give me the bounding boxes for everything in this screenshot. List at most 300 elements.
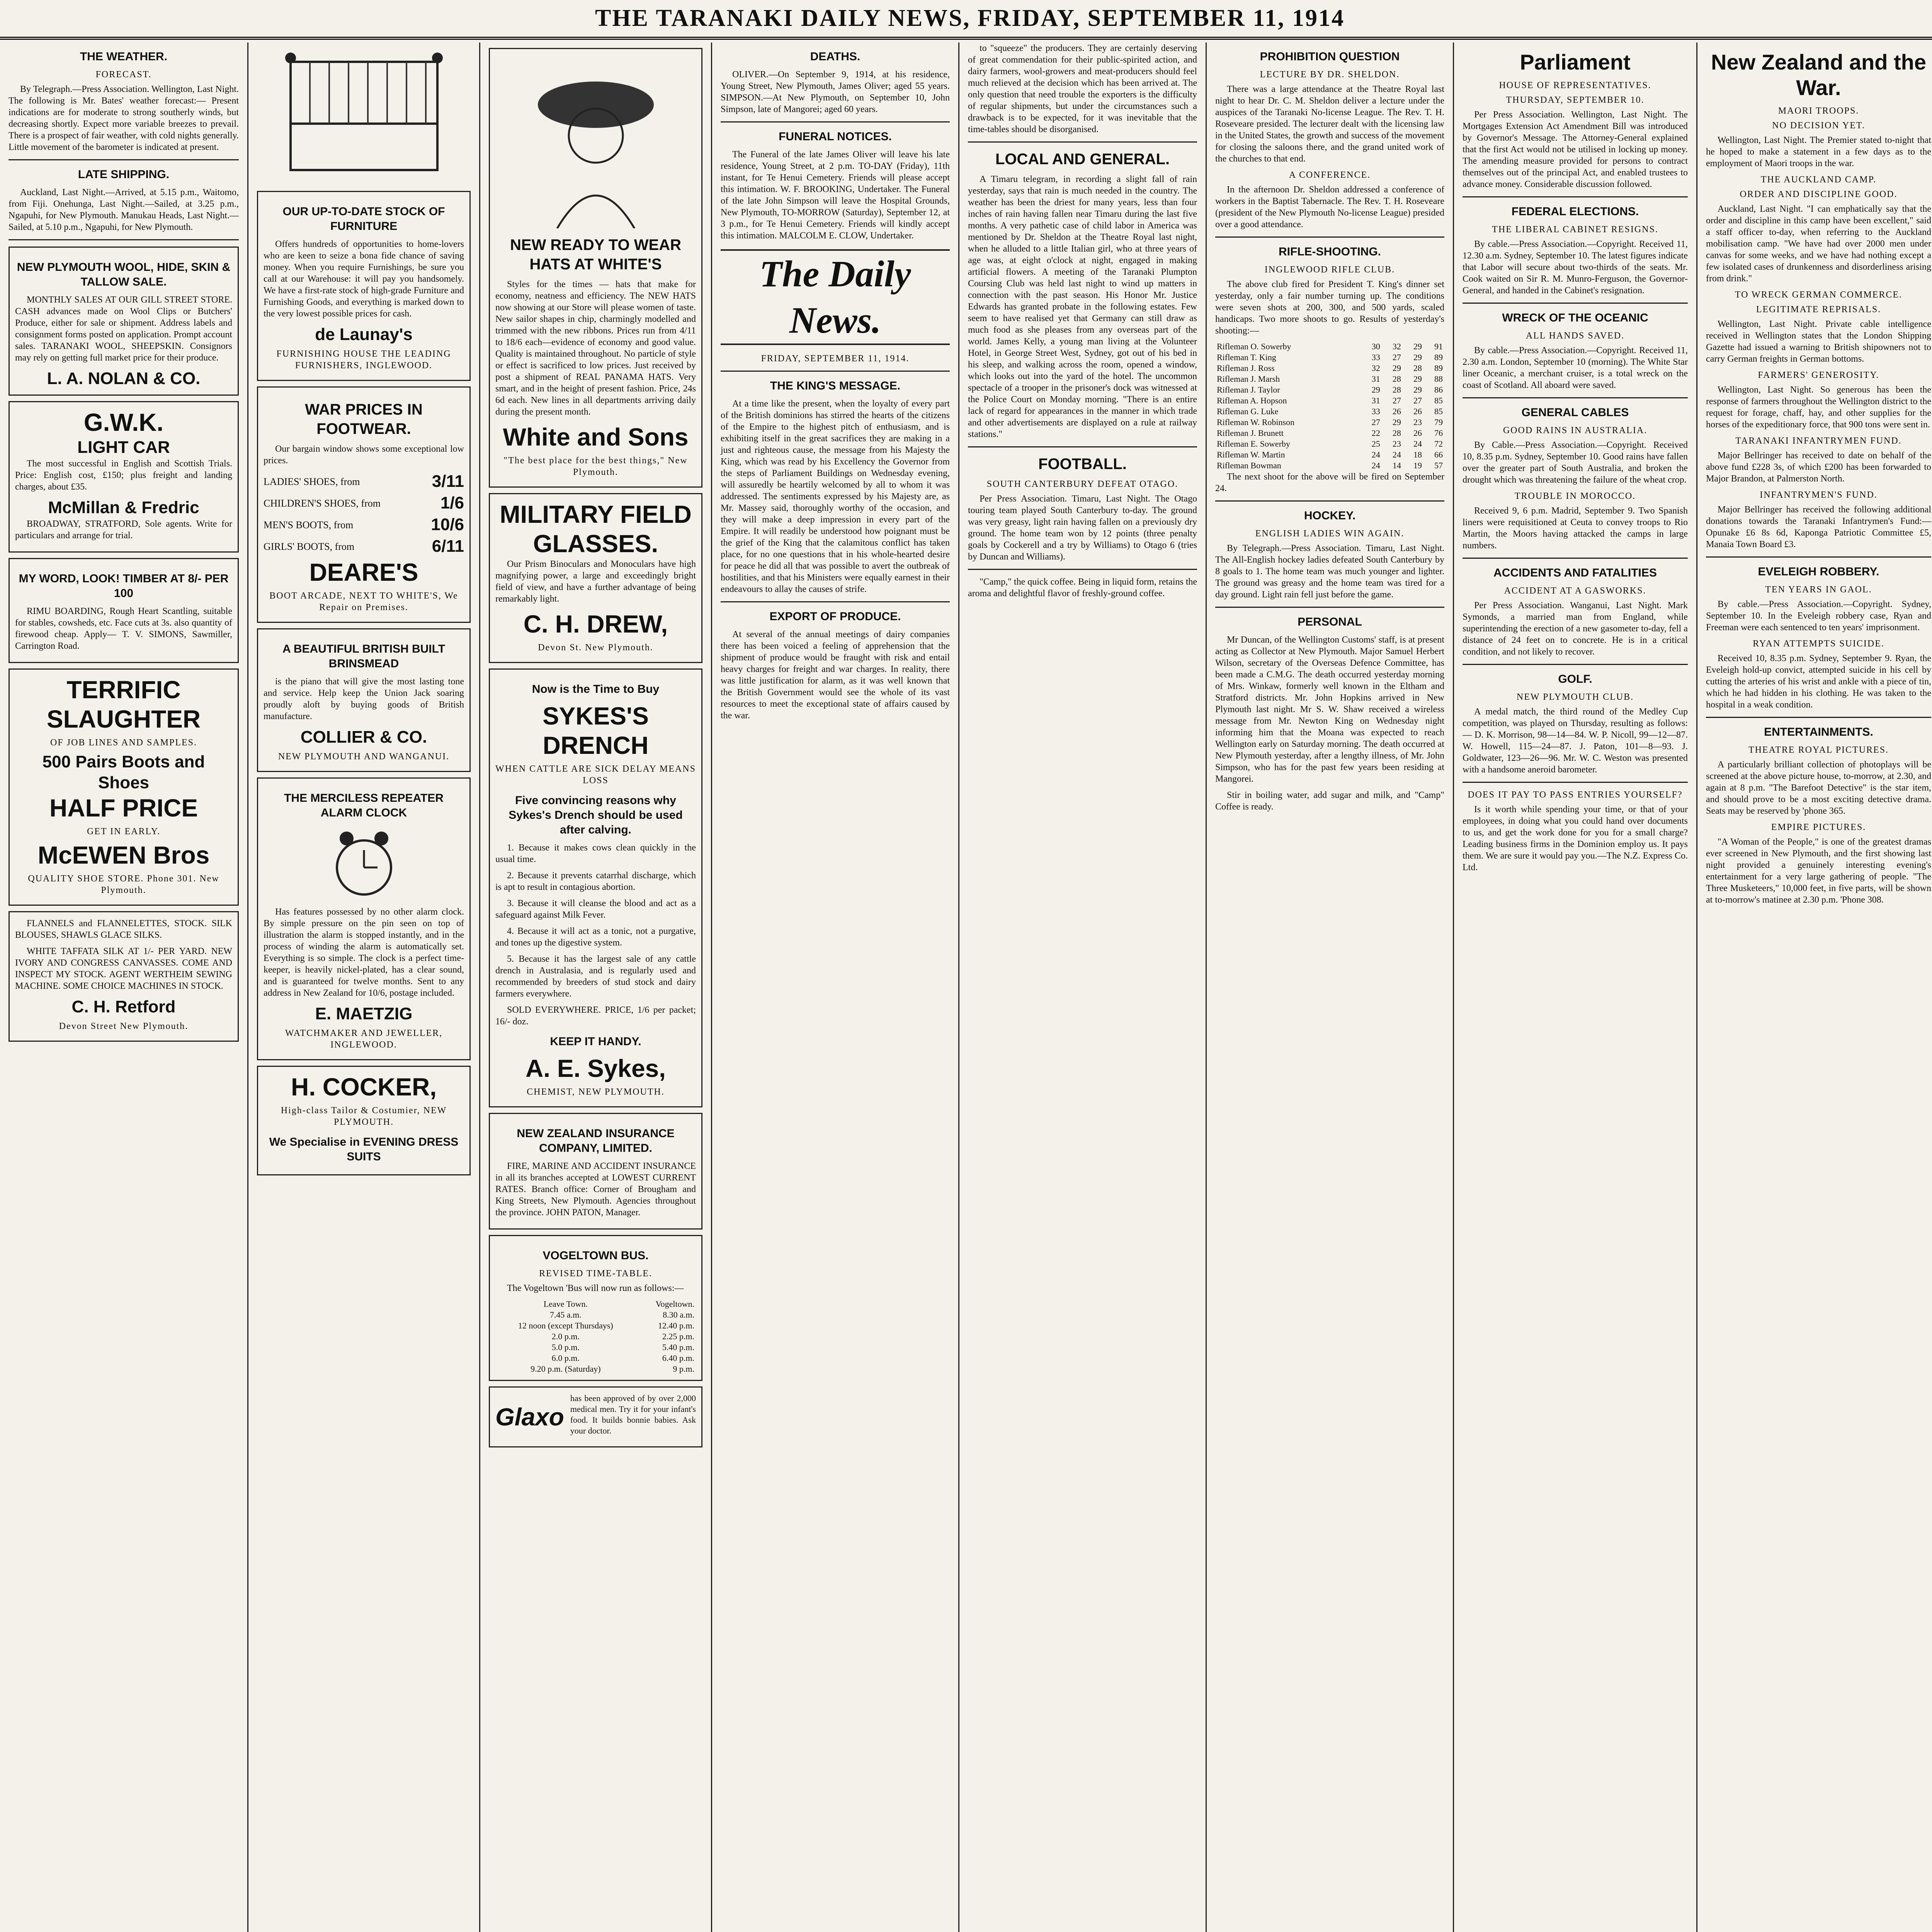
bus-vogel: 9 p.m. xyxy=(673,1364,694,1374)
football-sub: SOUTH CANTERBURY DEFEAT OTAGO. xyxy=(986,479,1179,489)
german-body: Wellington, Last Night. Private cable intelligence received in Wellington states that the London Shipping Gazette had issued a warning to British shipowners not to carry German freights in German bottoms. xyxy=(1706,319,1931,364)
taffeta-text: WHITE TAFFATA SILK AT 1/- PER YARD. NEW IVORY AND CONGRESS CANVASSES. COME AND INSPECT MY STOCK. AGENT WERTHEIM SEWING MACHINE. SOME CHOICE MACHINES IN STOCK. xyxy=(15,946,232,991)
bus-vogel: 12.40 p.m. xyxy=(658,1321,694,1330)
prohibition-heading: PROHIBITION QUESTION xyxy=(1260,50,1400,63)
furniture-advert xyxy=(257,191,471,381)
cocker-sub: High-class Tailor & Costumier, NEW PLYMOUTH. xyxy=(281,1105,447,1127)
prohibition-sub: LECTURE BY DR. SHELDON. xyxy=(1260,70,1400,80)
hats-body: Styles for the times — hats that make for economy, neatness and efficiency. The NEW HATS now showing at our Store will please women of taste. New sailor shapes in chip, charmingly modelled and trimmed with the new ribbons. Prices run from 4/11 to 18/6 each—evidence of economy and good value. Quality is maintained throughout. No particle of style or effect is sacrificed to low prices. Just received by post a shipment of REAL PANAMA HATS. Very smart, and in the height of present fashion. Price, 24s 6d each. New lines in all departments arriving daily during the present month. xyxy=(495,279,696,417)
score-value: 29 xyxy=(1392,417,1401,427)
alarm-advert xyxy=(257,777,471,1060)
divider xyxy=(1463,303,1688,304)
flannels-text: FLANNELS and FLANNELETTES, STOCK. SILK BLOUSES, SHAWLS GLACE SILKS. xyxy=(15,918,232,940)
divider xyxy=(9,159,239,160)
terrific-sub: OF JOB LINES AND SAMPLES. xyxy=(50,738,197,748)
score-name: Rifleman W. Martin xyxy=(1217,450,1285,459)
deaths-body: OLIVER.—On September 9, 1914, at his residence, Young Street, New Plymouth, James Oliver; aged 55 years. SIMPSON.—At New Plymouth, on September 10, John Simpson, late of Mangorei; aged 60 years. xyxy=(721,70,950,114)
score-value: 29 xyxy=(1413,374,1422,384)
table-row xyxy=(495,1299,696,1310)
score-value: 28 xyxy=(1392,385,1401,395)
parliament-body: Per Press Association. Wellington, Last Night. The Mortgages Extension Act Amendment Bill was introduced by Governor's Message. The Attorney-General explained that the first Act would not be utilised in locking up money. The amending measure provided for persons to contract themselves out of the principal Act, and enabled trustees to advance money. Considerable discussion followed. xyxy=(1463,110,1688,189)
brinsmead-heading: A BEAUTIFUL BRITISH BUILT BRINSMEAD xyxy=(282,643,446,670)
shoe-price-list xyxy=(264,471,464,558)
bus-vogel: 8.30 a.m. xyxy=(663,1310,694,1320)
getin-text: GET IN EARLY. xyxy=(87,827,161,837)
score-value: 26 xyxy=(1413,406,1422,416)
sykes-reasons: Five convincing reasons why Sykes's Drench should be used after calving. xyxy=(509,794,683,836)
wreck-sub: ALL HANDS SAVED. xyxy=(1526,331,1625,341)
brinsmead-advert xyxy=(257,628,471,772)
column-7 xyxy=(1453,43,1696,1932)
table-row xyxy=(495,1342,696,1353)
fund-body: Major Bellringer has received to date on behalf of the above fund £228 3s, of which £200 has been forwarded to Major Brandon, at Palmerston North. xyxy=(1706,451,1931,484)
king-message-heading: THE KING'S MESSAGE. xyxy=(770,379,901,392)
editorial-continued: to "squeeze" the producers. They are certainly deserving of great commendation for their public-spirited action, and dairy farmers, wool-growers and meat-producers should feel much relieved at the decision which has been arrived at. The only question that need trouble the exporters is the difficulty of regular shipments, but under the circumstances such a drawback is to be expected, for it was inevitable that the time-tables should be disorganised. xyxy=(968,43,1197,134)
editorial-date: FRIDAY, SEPTEMBER 11, 1914. xyxy=(761,354,910,364)
gwk-advert xyxy=(9,401,239,553)
nz-war-heading: New Zealand and the War. xyxy=(1711,50,1926,100)
military-body: Our Prism Binoculars and Monoculars have high magnifying power, a large and exceedingly bright field of view, and have a further advantage of being remarkably light. xyxy=(495,559,696,604)
gwk-subtitle: LIGHT CAR xyxy=(77,438,170,457)
mcewen-advert xyxy=(9,668,239,906)
score-name: Rifleman J. Ross xyxy=(1217,363,1275,373)
hockey-body: By Telegraph.—Press Association. Timaru, Last Night. The All-English hockey ladies defeated South Canterbury by 8 goals to 1. The home team was much younger and lighter. The ground was greasy and the home team was tired for a day ground. Light rain fell just before the game. xyxy=(1215,543,1444,600)
sykes-price: SOLD EVERYWHERE. PRICE, 1/6 per packet; 16/- doz. xyxy=(495,1005,696,1027)
field-glasses-advert xyxy=(489,493,702,663)
boots-heading: 500 Pairs Boots and Shoes xyxy=(42,752,205,792)
rifle-next: The next shoot for the above will be fired on September 24. xyxy=(1215,472,1444,493)
maori-body: Wellington, Last Night. The Premier stated to-night that he hoped to make a statement in a few days as to the employment of Maori troops in the war. xyxy=(1706,135,1931,168)
divider xyxy=(721,121,950,122)
column-5 xyxy=(958,43,1206,1932)
score-value: 19 xyxy=(1413,461,1422,470)
halfprice-heading: HALF PRICE xyxy=(49,794,198,822)
table-row xyxy=(1215,460,1444,471)
score-value: 76 xyxy=(1434,428,1443,438)
column-3 xyxy=(479,43,711,1932)
score-name: Rifleman G. Luke xyxy=(1217,406,1279,416)
shoe-price-row xyxy=(264,471,464,493)
divider xyxy=(1706,717,1931,718)
divider xyxy=(968,141,1197,143)
shoe-price-row xyxy=(264,493,464,514)
delaunay-name: de Launay's xyxy=(315,325,413,344)
maori-sub: NO DECISION YET. xyxy=(1772,121,1865,131)
wool-heading: NEW PLYMOUTH WOOL, HIDE, SKIN & TALLOW SALE. xyxy=(17,261,231,288)
table-row xyxy=(1215,374,1444,384)
score-name: Rifleman E. Sowerby xyxy=(1217,439,1291,449)
aesykes-sub: CHEMIST, NEW PLYMOUTH. xyxy=(527,1087,665,1097)
sykes-advert xyxy=(489,668,702,1107)
shoe-label: GIRLS' BOOTS, from xyxy=(264,541,355,552)
mcmillan-body: BROADWAY, STRATFORD, Sole agents. Write for particulars and arrange for trial. xyxy=(15,519,232,541)
masthead: THE TARANAKI DAILY NEWS, FRIDAY, SEPTEMBER 11, 1914 xyxy=(0,0,1932,40)
sykes-title: SYKES'S DRENCH xyxy=(543,702,649,759)
golf-heading: GOLF. xyxy=(1558,673,1592,685)
maetzig-name: E. MAETZIG xyxy=(315,1004,413,1023)
table-row xyxy=(495,1320,696,1331)
timber-advert xyxy=(9,558,239,663)
score-name: Rifleman O. Sowerby xyxy=(1217,342,1291,351)
bed-illustration xyxy=(275,46,453,185)
shoe-price: 3/11 xyxy=(432,472,464,491)
king-message-body: At a time like the present, when the loyalty of every part of the British dominions has stirred the hearts of the citizens of the Empire to the highest pitch of enthusiasm, and is exhibiting itself in the great sacrifices they are making in a just and righteous cause, the message from his Majesty the King, which was read by his Excellency the Governor from the steps of Parliament Buildings on Wednesday evening, will assuredly be heartily welcomed by all to whom it was addressed. The sentiments expressed by his Majesty are, as Mr. Massey said, thoroughly worthy of the occasion, and they will make a deep impression in every part of the Empire. It will readily be understood how poignant must be the grief of the King that the calamitous conflict has taken place, for no one questions that in his whole-hearted desire for peace he did all that was possible to avert the outbreak of hostilities, and that his Ministers were equally earnest in their endeavours to allay the causes of strife. xyxy=(721,399,950,594)
score-value: 27 xyxy=(1413,396,1422,405)
white-sons-sub: "The best place for the best things," New Plymouth. xyxy=(503,456,688,477)
score-name: Rifleman J. Brunett xyxy=(1217,428,1284,438)
alarm-body: Has features possessed by no other alarm clock. By simple pressure on the pin seen on top of illustration the alarm is stopped instantly, and in the process of winding the alarm is automatically set. Everything is so simple. The clock is a perfect time-keeper, is heavily nickel-plated, has a clear sound, and is guaranteed for twelve months. Sent to any address in New Zealand for 10/6, postage included. xyxy=(264,907,464,998)
divider xyxy=(1215,607,1444,608)
score-value: 25 xyxy=(1371,439,1380,449)
theatre-sub: THEATRE ROYAL PICTURES. xyxy=(1748,745,1889,755)
inf-heading: INFANTRYMEN'S FUND. xyxy=(1760,490,1878,500)
score-value: 18 xyxy=(1413,450,1422,459)
column-8 xyxy=(1696,43,1932,1932)
rifle-scores-table xyxy=(1215,341,1444,471)
retford-sub: Devon Street New Plymouth. xyxy=(59,1021,189,1031)
cables-body: By Cable.—Press Association.—Copyright. Received 10, 8.35 p.m. Sydney, September 10. Good rains have fallen over the greater part of South Australia, and broken the drought which was threatening the failure of the wheat crop. xyxy=(1463,440,1688,485)
score-name: Rifleman T. King xyxy=(1217,352,1276,362)
sykes-reason: 2. Because it prevents catarrhal discharge, which is apt to result in contagious abortion. xyxy=(495,871,696,892)
keep-handy: KEEP IT HANDY. xyxy=(550,1035,641,1048)
mcewen-sub: QUALITY SHOE STORE. Phone 301. New Plymouth. xyxy=(28,874,219,895)
clock-icon xyxy=(325,825,403,902)
tax-heading: DOES IT PAY TO PASS ENTRIES YOURSELF? xyxy=(1468,790,1683,800)
score-value: 30 xyxy=(1371,342,1380,351)
bus-town: 7.45 a.m. xyxy=(549,1310,582,1320)
eveleigh-body: By cable.—Press Association.—Copyright. Sydney, September 10. In the Eveleigh robbery case, Ryan and Freeman were each sentenced to ten years' imprisonment. xyxy=(1706,599,1931,633)
score-value: 29 xyxy=(1371,385,1380,395)
morocco-heading: TROUBLE IN MOROCCO. xyxy=(1514,491,1636,501)
nolan-name: L. A. NOLAN & CO. xyxy=(47,369,201,388)
shoe-label: LADIES' SHOES, from xyxy=(264,476,360,487)
bus-town: 2.0 p.m. xyxy=(551,1332,580,1341)
shipping-body: Auckland, Last Night.—Arrived, at 5.15 p.m., Waitomo, from Fiji. Onehunga, Last Night.—Sailed, at 3.25 p.m., Ngapuhi, for New Plymouth. Manukau Heads, Last Night.—Sailed, at 5.10 p.m., Ngapuhi, for New Plymouth. xyxy=(9,187,239,232)
gwk-title: G.W.K. xyxy=(83,408,164,436)
bus-vogel: 2.25 p.m. xyxy=(662,1332,694,1341)
shoe-label: MEN'S BOOTS, from xyxy=(264,519,354,531)
export-heading: EXPORT OF PRODUCE. xyxy=(769,610,901,623)
score-value: 32 xyxy=(1392,342,1401,351)
column-1 xyxy=(0,43,247,1932)
accidents-heading: ACCIDENTS AND FATALITIES xyxy=(1493,566,1657,579)
eveleigh-heading: EVELEIGH ROBBERY. xyxy=(1758,565,1879,578)
divider xyxy=(1215,500,1444,502)
score-value: 28 xyxy=(1392,374,1401,384)
score-value: 24 xyxy=(1371,450,1380,459)
divider xyxy=(968,446,1197,447)
column-2 xyxy=(247,43,479,1932)
divider xyxy=(1463,664,1688,665)
score-value: 27 xyxy=(1392,352,1401,362)
score-value: 27 xyxy=(1371,417,1380,427)
retford-advert xyxy=(9,911,239,1042)
table-row xyxy=(1215,395,1444,406)
divider xyxy=(1215,236,1444,238)
table-row xyxy=(495,1310,696,1320)
local-general-heading: LOCAL AND GENERAL. xyxy=(995,151,1170,168)
insurance-heading: NEW ZEALAND INSURANCE COMPANY, LIMITED. xyxy=(517,1127,675,1155)
farmers-heading: FARMERS' GENEROSITY. xyxy=(1758,370,1879,380)
score-value: 26 xyxy=(1413,428,1422,438)
federal-body: By cable.—Press Association.—Copyright. Received 11, 12.30 a.m. Sydney, September 10. The latest figures indicate that Labor will secure about two-thirds of the seats. Mr. Cook waited on Sir R. M. Munro-Ferguson, the Governor-General, and handed in the Cabinet's resignation. xyxy=(1463,239,1688,296)
mcewen-name: McEWEN Bros xyxy=(37,841,210,869)
local-general-body: A Timaru telegram, in recording a slight fall of rain yesterday, says that rain is much needed in the country. The weather has been the driest for many years, less than four inches of rain having fallen near Timaru during the last five months. A very pathetic case of child labor in America was mentioned by Dr. Sheldon at the Theatre Royal last night, when he alluded to a little Italian girl, who at three years of age was, at eight o'clock at night, engaged in making artificial flowers. A meeting of the Taranaki Plumpton Coursing Club was held last night to wind up matters in connection with the past season. His Honor Mr. Justice Edwards has granted probate in the following estates. Few seem to have realised yet that Germany can still draw as much food as she pleases from any overseas part of the world. James Kelly, a young man living at the Volunteer Hotel, in George Street West, Sydney, got out of his bed in his sleep, and walking across the room, opened a window, which looks out into the yard of the hotel. The uncommon spectacle of a trooper in the prisoner's dock was witnessed at the Police Court on Monday morning. "There is an entire lack of regard for appearances in the manner in which trade and other advertisements are displayed on a rule at railway stations." xyxy=(968,174,1197,439)
wool-body: MONTHLY SALES AT OUR GILL STREET STORE. CASH advances made on Wool Clips or Butchers' Produce, either for sale or shipment. Address labels and consignment forms posted on application. Prompt account sales. TARANAKI WOOL, SHEEPSKIN. Consignors may rely on getting full market price for their produce. xyxy=(15,295,232,363)
gwk-body: The most successful in English and Scottish Trials. Price: English cost, £150; plus freight and landing charges, about £35. xyxy=(15,459,232,492)
table-row xyxy=(1215,439,1444,449)
score-value: 89 xyxy=(1434,352,1443,362)
shoe-price: 10/6 xyxy=(431,515,464,534)
score-name: Rifleman W. Robinson xyxy=(1217,417,1295,427)
military-heading: MILITARY FIELD GLASSES. xyxy=(500,500,692,558)
terrific-heading: TERRIFIC SLAUGHTER xyxy=(46,676,201,733)
deaths-heading: DEATHS. xyxy=(810,50,861,63)
shoe-price: 6/11 xyxy=(432,537,464,556)
gasworks-sub: ACCIDENT AT A GASWORKS. xyxy=(1504,586,1646,596)
score-value: 86 xyxy=(1434,385,1443,395)
score-value: 33 xyxy=(1371,406,1380,416)
shoe-price-row xyxy=(264,514,464,536)
ryan-heading: RYAN ATTEMPTS SUICIDE. xyxy=(1753,639,1884,649)
table-row xyxy=(495,1364,696,1374)
divider xyxy=(9,239,239,240)
tax-body: Is it worth while spending your time, or that of your employees, in doing what you could hand over documents to us, and get the work done for you for a small charge? Leading business firms in the Dominion employ us. It pays them. We are sure it would pay you.—The N.Z. Express Co. Ltd. xyxy=(1463,804,1688,872)
score-value: 24 xyxy=(1371,461,1380,470)
shoe-price-row xyxy=(264,536,464,558)
score-value: 88 xyxy=(1434,374,1443,384)
cocker-name: H. COCKER, xyxy=(291,1073,437,1101)
mcmillan-name: McMillan & Fredric xyxy=(48,498,199,517)
personal-heading: PERSONAL xyxy=(1298,616,1362,628)
score-value: 72 xyxy=(1434,439,1443,449)
bus-vogel: Vogeltown. xyxy=(655,1299,694,1309)
bus-town: 12 noon (except Thursdays) xyxy=(518,1321,613,1330)
camp-heading: THE AUCKLAND CAMP. xyxy=(1760,175,1877,185)
score-value: 14 xyxy=(1392,461,1401,470)
white-sons-name: White and Sons xyxy=(503,423,689,451)
deares-sub: BOOT ARCADE, NEXT TO WHITE'S, We Repair on Premises. xyxy=(269,591,458,612)
bus-town: 9.20 p.m. (Saturday) xyxy=(531,1364,601,1374)
hats-advert xyxy=(489,48,702,488)
eveleigh-sub: TEN YEARS IN GAOL. xyxy=(1765,585,1872,595)
lady-hat-illustration xyxy=(534,58,658,228)
conference-body: In the afternoon Dr. Sheldon addressed a conference of workers in the Baptist Tabernacle. The Rev. T. H. Roseveare (president of the New Plymouth No-license League) presided over a good attendance. xyxy=(1215,185,1444,230)
score-name: Rifleman J. Taylor xyxy=(1217,385,1280,395)
entertainments-heading: ENTERTAINMENTS. xyxy=(1764,726,1873,738)
bus-sub: REVISED TIME-TABLE. xyxy=(539,1269,652,1279)
bus-intro: The Vogeltown 'Bus will now run as follows:— xyxy=(507,1283,684,1293)
collier-sub: NEW PLYMOUTH AND WANGANUI. xyxy=(278,752,450,762)
brinsmead-body: is the piano that will give the most lasting tone and service. Help keep the Union Jack soaring proudly aloft by buying goods of British manufacture. xyxy=(264,677,464,721)
german-sub: LEGITIMATE REPRISALS. xyxy=(1756,304,1881,315)
table-row xyxy=(1215,406,1444,417)
bus-town: 6.0 p.m. xyxy=(551,1353,580,1363)
table-row xyxy=(1215,341,1444,352)
theatre-body: A particularly brilliant collection of photoplays will be screened at the above picture house, to-morrow, at 2.30, and again at 8 p.m. "The Barefoot Detective" is the star item, and should prove to be a most exciting detective drama. Seats may be reserved by 'phone 365. xyxy=(1706,760,1931,816)
table-row xyxy=(495,1331,696,1342)
sykes-now: Now is the Time to Buy xyxy=(532,683,660,696)
table-row xyxy=(1215,352,1444,363)
divider xyxy=(721,371,950,372)
score-value: 57 xyxy=(1434,461,1443,470)
cocker-advert xyxy=(257,1066,471,1175)
camp-body: Auckland, Last Night. "I can emphatically say that the order and discipline in this camp have been excellent," said a staff officer to-day, when referring to the Auckland mobilisation camp. "We have had over 2000 men under canvas for some weeks, and we have had nothing except a few isolated cases of drunkenness and disorderliness arising from drink." xyxy=(1706,204,1931,284)
score-name: Rifleman J. Marsh xyxy=(1217,374,1280,384)
score-value: 29 xyxy=(1413,385,1422,395)
table-row xyxy=(1215,384,1444,395)
shipping-heading: LATE SHIPPING. xyxy=(78,168,170,181)
score-value: 22 xyxy=(1371,428,1380,438)
score-value: 66 xyxy=(1434,450,1443,459)
parliament-heading: Parliament xyxy=(1520,50,1631,74)
score-value: 23 xyxy=(1413,417,1422,427)
funeral-heading: FUNERAL NOTICES. xyxy=(779,130,892,143)
column-4 xyxy=(711,43,958,1932)
federal-heading: FEDERAL ELECTIONS. xyxy=(1511,205,1639,218)
table-row xyxy=(1215,428,1444,439)
hockey-heading: HOCKEY. xyxy=(1304,509,1356,522)
bus-town: Leave Town. xyxy=(543,1299,588,1309)
hats-heading: NEW READY TO WEAR HATS AT WHITE'S xyxy=(510,236,681,273)
divider xyxy=(1463,782,1688,783)
weather-heading: THE WEATHER. xyxy=(80,50,168,63)
score-value: 79 xyxy=(1434,417,1443,427)
divider xyxy=(1706,556,1931,558)
shoe-price: 1/6 xyxy=(440,493,464,512)
federal-sub: THE LIBERAL CABINET RESIGNS. xyxy=(1492,224,1658,235)
conference-heading: A CONFERENCE. xyxy=(1289,170,1371,180)
divider xyxy=(721,601,950,602)
divider xyxy=(968,569,1197,570)
sykes-reason: 4. Because it will act as a tonic, not a purgative, and tones up the digestive system. xyxy=(495,926,696,948)
score-value: 28 xyxy=(1413,363,1422,373)
rifle-body: The above club fired for President T. King's dinner set yesterday, only a fair number turning up. The conditions were seven shots at 200, 300, and 500 yards, scaled handicaps. Two more shoots to go. Results of yesterday's shooting:— xyxy=(1215,279,1444,336)
sykes-reason: 1. Because it makes cows clean quickly in the usual time. xyxy=(495,843,696,864)
bus-vogel: 5.40 p.m. xyxy=(662,1342,694,1352)
nolan-advert xyxy=(9,247,239,396)
score-value: 26 xyxy=(1392,406,1401,416)
insurance-advert xyxy=(489,1113,702,1230)
hockey-sub: ENGLISH LADIES WIN AGAIN. xyxy=(1255,529,1405,539)
golf-sub: NEW PLYMOUTH CLUB. xyxy=(1516,692,1634,702)
bus-town: 5.0 p.m. xyxy=(551,1342,580,1352)
maori-heading: MAORI TROOPS. xyxy=(1778,106,1859,116)
aesykes-name: A. E. Sykes, xyxy=(526,1054,666,1082)
inf-body: Major Bellringer has received the following additional donations towards the Taranaki Infantrymen's Fund:—Opunake £6 8s 6d, Kaponga Patriotic Committee £5, Manaia Town Board £3. xyxy=(1706,505,1931,549)
war-prices-heading: WAR PRICES IN FOOTWEAR. xyxy=(305,401,423,437)
camp-coffee-text: "Camp," the quick coffee. Being in liquid form, retains the aroma and delightful flavor of freshly-ground coffee. xyxy=(968,577,1197,599)
alarm-heading: THE MERCILESS REPEATER ALARM CLOCK xyxy=(284,792,444,819)
table-row xyxy=(1215,363,1444,374)
weather-body: By Telegraph.—Press Association. Wellington, Last Night. The following is Mr. Bates' weather forecast:— Present indications are for moderate to strong southerly winds, but decreasing shortly. Expect more variable breezes to prevail. There is a prospect of fair weather, with cold nights generally. Little movement of the barometer is indicated at present. xyxy=(9,84,239,152)
morocco-body: Received 9, 6 p.m. Madrid, September 9. Two Spanish liners were requisitioned at Ceuta to convey troops to Rio Martin, the Moors having attacked the camps in large numbers. xyxy=(1463,506,1688,551)
german-heading: TO WRECK GERMAN COMMERCE. xyxy=(1735,290,1903,300)
wreck-body: By cable.—Press Association.—Copyright. Received 11, 2.30 a.m. London, September 10 (morning). The White Star liner Oceanic, a merchant cruiser, is a total wreck on the coast of Scotland. All aboard were saved. xyxy=(1463,345,1688,390)
score-value: 31 xyxy=(1371,374,1380,384)
rifle-heading: RIFLE-SHOOTING. xyxy=(1279,245,1381,258)
prohibition-body: There was a large attendance at the Theatre Royal last night to hear Dr. C. M. Sheldon deliver a lecture under the auspices of the Taranaki No-license League. The Rev. T. H. Roseveare presided. The lecturer dealt with the licensing law in the United States, the growth and success of the movement for closing the saloons there, and the grand united work of the churches to that end. xyxy=(1215,84,1444,164)
camp-sub: ORDER AND DISCIPLINE GOOD. xyxy=(1740,189,1898,199)
score-value: 85 xyxy=(1434,396,1443,405)
golf-body: A medal match, the third round of the Medley Cup competition, was played on Thursday, resulting as follows:— D. K. Morrison, 98—14—84. W. P. Nicoll, 99—12—87. W. Howell, 115—24—87. J. Paton, 101—8—93. J. Goldwater, 123—26—96. Mr. W. C. Weston was presented with a handsome aneroid barometer. xyxy=(1463,707,1688,775)
furniture-body: Offers hundreds of opportunities to home-lovers who are keen to seize a bona fide chance of saving money. When you require Furnishings, be sure you call at our Warehouse: it will pay you handsomely. We have a first-rate stock of high-grade Furniture and Furnishing Goods, and everything is marked down to the very lowest possible prices for cash. xyxy=(264,239,464,319)
score-value: 32 xyxy=(1371,363,1380,373)
column-6 xyxy=(1206,43,1453,1932)
shoe-label: CHILDREN'S SHOES, from xyxy=(264,498,381,509)
rifle-sub: INGLEWOOD RIFLE CLUB. xyxy=(1264,265,1395,275)
score-value: 27 xyxy=(1392,396,1401,405)
evening-dress-heading: We Specialise in EVENING DRESS SUITS xyxy=(269,1136,459,1163)
score-value: 89 xyxy=(1434,363,1443,373)
deares-name: DEARE'S xyxy=(309,558,418,586)
parliament-sub: HOUSE OF REPRESENTATIVES. xyxy=(1499,80,1651,90)
score-name: Rifleman Bowman xyxy=(1217,461,1281,470)
score-value: 29 xyxy=(1413,342,1422,351)
war-prices-body: Our bargain window shows some exceptional low prices. xyxy=(264,444,464,466)
empire-body: "A Woman of the People," is one of the greatest dramas ever screened in New Plymouth, and the first showing last night provided a genuinely interesting evening's entertainment for a very large gathering of people. "The Three Musketeers," 10,000 feet, in five parts, will be shown at to-morrow's matinee at 2.30 p.m. 'Phone 308. xyxy=(1706,837,1931,905)
divider xyxy=(1463,196,1688,197)
drew-sub: Devon St. New Plymouth. xyxy=(538,643,653,653)
table-row xyxy=(1215,417,1444,428)
bus-vogel: 6.40 p.m. xyxy=(662,1353,694,1363)
collier-name: COLLIER & CO. xyxy=(300,728,427,747)
table-row xyxy=(1215,449,1444,460)
empire-sub: EMPIRE PICTURES. xyxy=(1771,822,1866,832)
personal-body: Mr Duncan, of the Wellington Customs' staff, is at present acting as Collector at New Plymouth. Major Samuel Herbert Wilson, secretary of the Overseas Defence Committee, has been made a C.M.G. The death occurred yesterday morning of Mrs. Winkaw, formerly well known in the Eltham and Stratford districts. Mr. John Hopkins arrived in New Plymouth last night. Mr S. W. Shaw received a wireless message from Mr. Newton King on Wednesday night informing him that the Moana was expected to reach Wellington early on Saturday morning. The death occurred at New Plymouth yesterday, after a lengthy illness, of Mr. John Simpson, who has for the past few years been residing at Mangorei. xyxy=(1215,635,1444,784)
score-value: 85 xyxy=(1434,406,1443,416)
delaunay-sub: FURNISHING HOUSE THE LEADING FURNISHERS, INGLEWOOD. xyxy=(276,349,451,371)
score-value: 28 xyxy=(1392,428,1401,438)
drew-name: C. H. DREW, xyxy=(523,610,668,638)
gasworks-body: Per Press Association. Wanganui, Last Night. Mark Symonds, a married man from England, while superintending the erection of a new gasometer to-day, fell a distance of 24 feet on to concrete. He is in a critical condition, and not likely to recover. xyxy=(1463,600,1688,657)
weather-subheading: FORECAST. xyxy=(95,70,152,80)
table-row xyxy=(495,1353,696,1364)
maetzig-sub: WATCHMAKER AND JEWELLER, INGLEWOOD. xyxy=(285,1028,443,1050)
score-value: 24 xyxy=(1392,450,1401,459)
fund-heading: TARANAKI INFANTRYMEN FUND. xyxy=(1735,436,1902,446)
ryan-body: Received 10, 8.35 p.m. Sydney, September 9. Ryan, the Eveleigh hold-up convict, attempted suicide in his cell by cutting the arteries of his wrist and ankle with a piece of tin, which he had hidden in his clothing. He was taken to the hospital in a weak condition. xyxy=(1706,653,1931,710)
sykes-reason: 5. Because it has the largest sale of any cattle drench in Australasia, and is regularly used and recommended by breeders of stud stock and dairy farmers everywhere. xyxy=(495,954,696,999)
divider xyxy=(1463,558,1688,559)
export-body: At several of the annual meetings of dairy companies there has been voiced a feeling of apprehension that the shipment of produce would be fraught with risk and entail heavy charges for freight and war charges. In reality, there was little justification for alarm, as it was well known that the British Government would see the whole of its vast resources to meet the exceptional state of affairs caused by the war. xyxy=(721,629,950,721)
sykes-sub: WHEN CATTLE ARE SICK DELAY MEANS LOSS xyxy=(495,764,696,786)
timber-heading: MY WORD, LOOK! TIMBER AT 8/- PER 100 xyxy=(19,572,229,600)
bus-advert xyxy=(489,1235,702,1381)
bus-timetable xyxy=(495,1299,696,1374)
score-name: Rifleman A. Hopson xyxy=(1217,396,1287,405)
timber-body: RIMU BOARDING, Rough Heart Scantling, suitable for stables, cowsheds, etc. Face cuts at 3s. also quantity of firewood cheap. Apply— T. V. SIMONS, Sawmiller, Carrington Road. xyxy=(15,606,232,651)
insurance-body: FIRE, MARINE AND ACCIDENT INSURANCE in all its branches accepted at LOWEST CURRENT RATES. Branch office: Corner of Brougham and King Streets, New Plymouth. Agencies throughout the province. JOHN PATON, Manager. xyxy=(495,1161,696,1218)
wreck-heading: WRECK OF THE OCEANIC xyxy=(1502,311,1648,324)
retford-name: C. H. Retford xyxy=(71,997,176,1016)
footwear-advert xyxy=(257,386,471,623)
score-value: 33 xyxy=(1371,352,1380,362)
sykes-reason: 3. Because it will cleanse the blood and act as a safeguard against Milk Fever. xyxy=(495,898,696,920)
score-value: 29 xyxy=(1392,363,1401,373)
cables-sub: GOOD RAINS IN AUSTRALIA. xyxy=(1503,425,1648,435)
cables-heading: GENERAL CABLES xyxy=(1521,406,1629,419)
glaxo-advert xyxy=(489,1386,702,1447)
score-value: 24 xyxy=(1413,439,1422,449)
football-body: Per Press Association. Timaru, Last Night. The Otago touring team played South Canterbury to-day. The ground was very greasy, light rain having fallen on a previously dry ground. The home team won by 12 points (three penalty goals by Cockerell and a try by Williams) to Otago 6 (tries by Duncan and Williams). xyxy=(968,494,1197,562)
furniture-heading: OUR UP-TO-DATE STOCK OF FURNITURE xyxy=(282,205,445,233)
daily-news-title: The Daily News. xyxy=(721,249,950,345)
glaxo-body: has been approved of by over 2,000 medical men. Try it for your infant's food. It builds bonnie babies. Ask your doctor. xyxy=(570,1393,696,1435)
score-value: 29 xyxy=(1413,352,1422,362)
farmers-body: Wellington, Last Night. So generous has been the response of farmers throughout the Wellington district to the request for forage, chaff, hay, and other supplies for the horses of the expeditionary force, that 900 tons were sent in. xyxy=(1706,385,1931,430)
bus-heading: VOGELTOWN BUS. xyxy=(543,1249,649,1262)
